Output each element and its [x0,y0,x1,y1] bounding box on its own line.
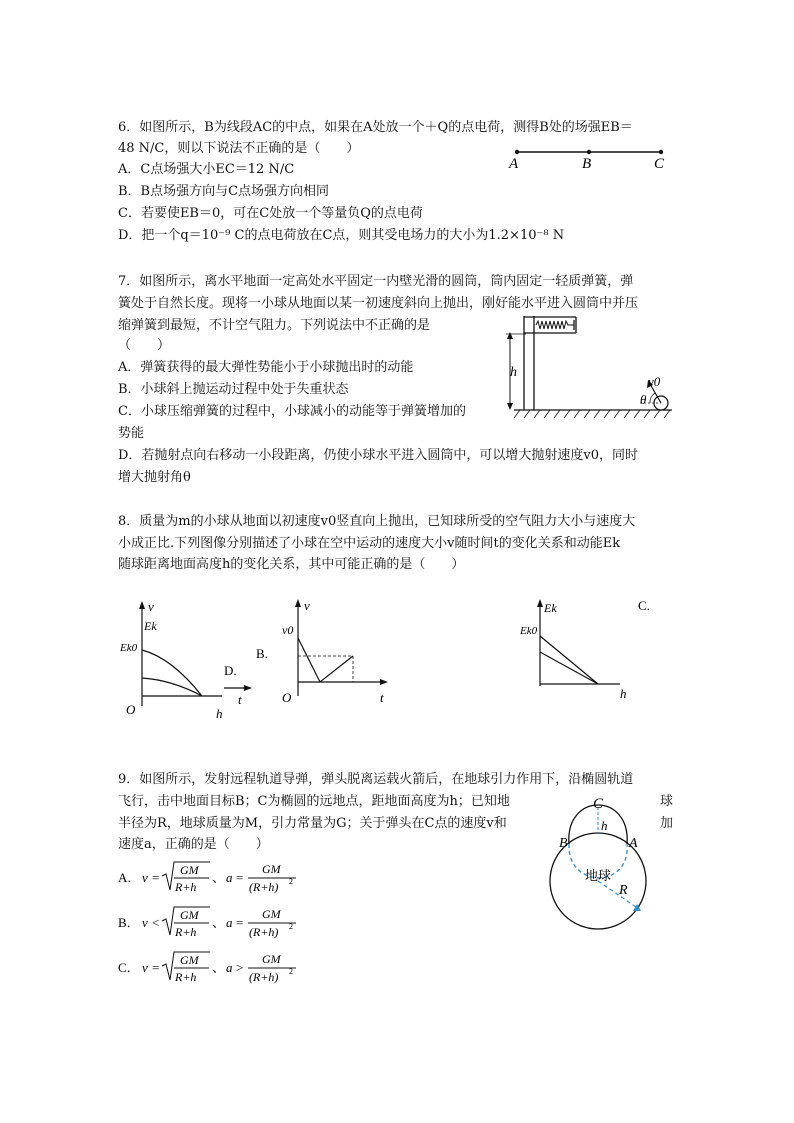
label-r: R [619,883,628,898]
q7-option-a: A．弹簧获得的最大弹性势能小于小球抛出时的动能 [118,360,414,375]
svg-text:、: 、 [212,960,226,975]
svg-text:A．: A． [118,870,141,885]
label-v0: v0 [282,623,294,637]
point-c [659,150,663,154]
label-a: A [509,156,519,172]
label-theta: θ [640,392,647,407]
ek-line-lower [540,652,598,684]
svg-text:<: < [152,915,160,930]
label-d-option: D. [224,663,237,678]
q8-graph-option-d [112,598,257,728]
q7-stem-line1: 7．如图所示，离水平地面一定高处水平固定一内壁光滑的圆筒，筒内固定一轻质弹簧，弹 [118,274,634,289]
q6-line-segment-figure [505,143,675,173]
svg-text:(R+h): (R+h) [249,925,279,939]
label-t: t [380,690,384,705]
label-c: C [593,796,604,812]
svg-text:2: 2 [289,967,293,976]
q8-stem-line1: 8．质量为m的小球从地面以初速度v0竖直向上抛出，已知球所受的空气阻力大小与速度大 [118,514,636,529]
svg-text:v: v [142,960,148,975]
q9-stem-line1: 9．如图所示，发射远程轨道导弹，弹头脱离运载火箭后，在地球引力作用下，沿椭圆轨道 [118,772,634,787]
svg-text:(R+h): (R+h) [249,880,279,894]
q9-stem-line2: 飞行，击中地面目标B；C为椭圆的远地点，距地面高度为h；已知地 [118,794,510,809]
q8-stem-line3: 随球距离地面高度h的变化关系，其中可能正确的是（ ） [118,557,465,572]
q9-stem-line4: 速度a，正确的是（ ） [118,837,269,852]
label-v: v [148,599,154,614]
svg-text:GM: GM [262,907,281,921]
q6-stem-line2: 48 N/C，则以下说法不正确的是（ ） [118,141,360,156]
point-b [587,150,591,154]
q6-option-d: D．把一个q＝10⁻⁹ C的点电荷放在C点，则其受电场力的大小为1.2×10⁻⁸ N [118,228,565,243]
velocity-line [298,638,353,682]
q7-option-c-line1: C．小球压缩弹簧的过程中，小球减小的动能等于弹簧增加的 [118,404,466,419]
label-o: O [126,702,136,717]
q6-option-b: B．B点场强方向与C点场强方向相同 [118,184,330,199]
svg-text:=: = [152,870,160,885]
label-h: h [510,365,517,380]
svg-text:>: > [236,960,244,975]
svg-text:R+h: R+h [175,970,197,984]
svg-text:=: = [236,870,244,885]
q6-stem-line1: 6．如图所示，B为线段AC的中点，如果在A处放一个＋Q的点电荷，测得B处的场强EB＝ [118,120,633,135]
svg-text:=: = [236,915,244,930]
label-o: O [282,690,292,705]
label-ek0: Ek0 [120,642,138,654]
label-ek: Ek [544,601,557,615]
label-v0: v0 [648,374,661,389]
q7-option-b: B．小球斜上抛运动过程中处于失重状态 [118,382,349,397]
svg-text:a: a [226,870,233,885]
svg-text:GM: GM [180,863,199,877]
svg-text:R+h: R+h [175,925,197,939]
svg-text:B．: B． [118,915,140,930]
q9-stem-line2-end: 球 [660,794,674,809]
svg-text:v: v [142,870,148,885]
svg-text:R+h: R+h [175,880,197,894]
point-a [515,150,519,154]
label-v: v [304,598,310,613]
q7-stem-line2: 簧处于自然长度。现将一小球从地面以某一初速度斜向上抛出，刚好能水平进入圆筒中并压 [118,296,639,311]
spring [536,321,574,329]
q8-stem-line2: 小成正比.下列图像分别描述了小球在空中运动的速度大小v随时间t的变化关系和动能Ek [118,536,621,551]
label-ek: Ek [144,619,157,633]
q6-option-a: A．C点场强大小EC＝12 N/C [118,162,295,177]
svg-text:、: 、 [212,870,226,885]
q7-stem-line3: 缩弹簧到最短，不计空气阻力。下列说法中不正确的是 [118,318,431,333]
svg-text:=: = [152,960,160,975]
q9-stem-line3-end: 加 [660,816,674,831]
label-b: B [559,836,568,851]
q9-option-c-formula [116,948,316,986]
ek-curve-lower [142,678,202,696]
label-earth: 地球 [585,868,612,883]
label-b: B [582,156,592,172]
q9-stem-line3: 半径为R，地球质量为M，引力常量为G；关于弹头在C点的速度v和 [118,816,507,831]
svg-text:a: a [226,915,233,930]
svg-text:2: 2 [289,877,293,886]
q7-stem-line4: （ ） [118,338,171,353]
svg-text:a: a [226,960,233,975]
svg-text:GM: GM [180,953,199,967]
q8-graph-option-c [512,596,672,706]
svg-text:C．: C． [118,960,140,975]
label-h: h [216,706,223,721]
label-b-option: B. [256,646,268,661]
label-ek0: Ek0 [520,625,538,637]
svg-text:GM: GM [262,862,281,876]
ek-curve-upper [142,650,202,696]
q9-option-b-formula [116,903,316,941]
q7-option-c-line2: 势能 [118,426,145,441]
q7-option-d-line1: D．若抛射点向右移动一小段距离，仍使小球水平进入圆筒中，可以增大抛射速度v0，同时 [118,448,639,463]
q7-option-d-line2: 增大抛射角θ [118,470,191,485]
q7-cylinder-spring-figure [500,314,680,426]
q8-graph-option-b [254,596,394,714]
label-a: A [629,836,638,851]
label-t: t [238,692,242,707]
label-h: h [620,686,627,701]
label-c: C [654,156,665,172]
svg-text:GM: GM [262,952,281,966]
svg-text:2: 2 [289,922,293,931]
q9-earth-orbit-figure [545,794,655,936]
svg-text:GM: GM [180,908,199,922]
svg-text:v: v [142,915,148,930]
q9-option-a-formula [116,858,316,896]
label-c-option: C. [638,598,650,613]
svg-text:(R+h): (R+h) [249,970,279,984]
label-h: h [601,818,608,833]
q6-option-c: C．若要使EB＝0，可在C处放一个等量负Q的点电荷 [118,206,423,221]
ek-line-upper [540,636,598,684]
svg-text:、: 、 [212,915,226,930]
